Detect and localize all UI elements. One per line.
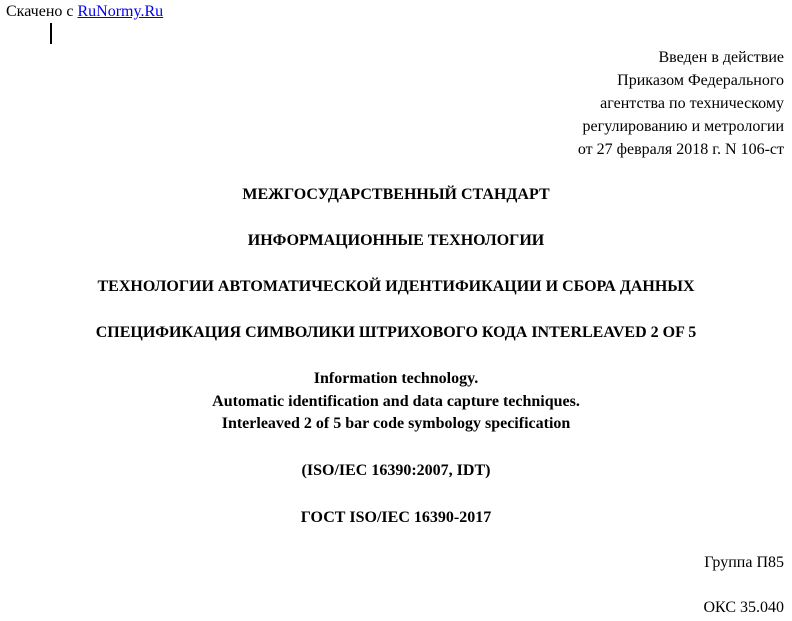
approval-line: агентства по техническому — [600, 95, 784, 112]
iso-reference: (ISO/IEC 16390:2007, IDT) — [301, 462, 491, 479]
source-prefix: Скачено с — [6, 3, 78, 20]
gost-number: ГОСТ ISO/IEC 16390-2017 — [300, 509, 492, 526]
approval-block — [578, 46, 784, 161]
standard-type-heading: МЕЖГОСУДАРСТВЕННЫЙ СТАНДАРТ — [242, 186, 550, 203]
runormy-link[interactable]: RuNormy.Ru — [77, 3, 164, 20]
oks-code: ОКС 35.040 — [703, 599, 784, 616]
english-title-line: Automatic identification and data capture techniques. — [212, 392, 580, 410]
title-line-2: ТЕХНОЛОГИИ АВТОМАТИЧЕСКОЙ ИДЕНТИФИКАЦИИ И СБОРА ДАННЫХ — [97, 278, 695, 295]
english-title-line: Information technology. — [313, 370, 479, 387]
english-title-line: Interleaved 2 of 5 bar code symbology specification — [221, 415, 571, 432]
source-note — [6, 2, 163, 22]
approval-line: регулированию и метрологии — [582, 118, 784, 135]
english-title — [0, 368, 792, 436]
group-code: Группа П85 — [704, 554, 784, 571]
text-cursor — [50, 23, 52, 44]
approval-line: от 27 февраля 2018 г. N 106-ст — [577, 141, 784, 158]
approval-line: Приказом Федерального — [617, 72, 784, 89]
title-line-3: СПЕЦИФИКАЦИЯ СИМВОЛИКИ ШТРИХОВОГО КОДА INTERLEAVED 2 OF 5 — [95, 324, 697, 341]
title-line-1: ИНФОРМАЦИОННЫЕ ТЕХНОЛОГИИ — [247, 232, 545, 249]
approval-line: Введен в действие — [658, 49, 784, 66]
